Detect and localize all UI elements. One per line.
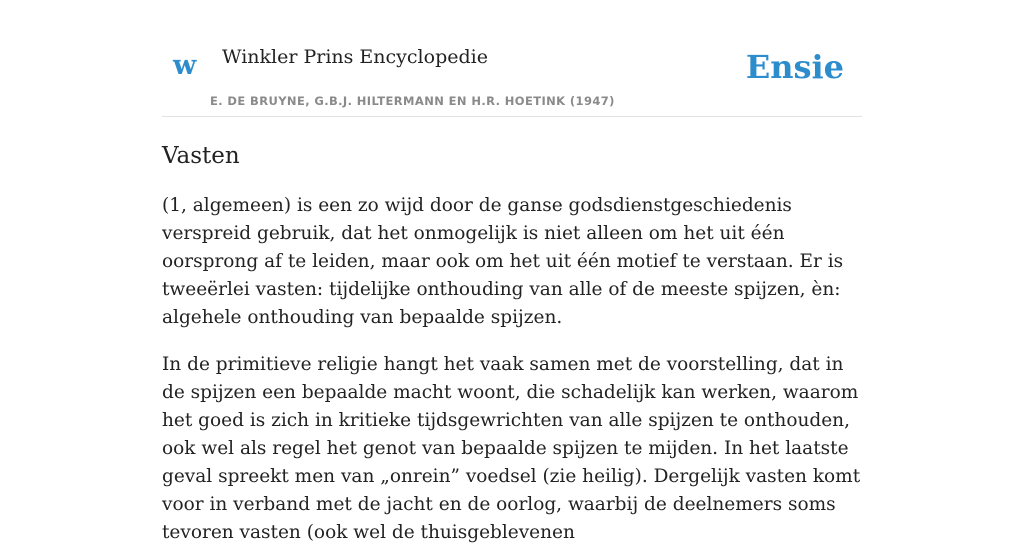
source-title[interactable]: Winkler Prins Encyclopedie: [222, 46, 488, 68]
article-paragraph-1: (1, algemeen) is een zo wijd door de ganse godsdienstgeschiedenis verspreid gebruik, dat het onmogelijk is niet alleen om het uit één oorsprong af te leiden, maar ook om het uit één motief te verstaan. Er is tweeërlei vasten: tijdelijke onthouding van alle of de meeste spijzen, èn: algehele onthouding van bepaalde spijzen.: [162, 194, 844, 328]
source-logo[interactable]: w: [173, 50, 197, 81]
source-header: [162, 0, 862, 117]
brand-logo[interactable]: Ensie: [745, 48, 844, 86]
article-title: Vasten: [162, 143, 240, 169]
page-container: [162, 0, 862, 547]
article-paragraph-2: In de primitieve religie hangt het vaak samen met de voorstelling, dat in de spijzen een bepaalde macht woont, die schadelijk kan werken, waarom het goed is zich in kritieke tijdsgewrichten van alle spijzen te onthouden, ook wel als regel het genot van bepaalde spijzen te mijden. In het laatste geval spreekt men van „onrein” voedsel (zie heilig). Dergelijk vasten komt voor in verband met de jacht en de oorlog, waarbij de deelnemers soms tevoren vasten (ook wel de thuisgeblevenen: [162, 353, 861, 543]
source-authors: E. DE BRUYNE, G.B.J. HILTERMANN EN H.R. HOETINK (1947): [210, 94, 615, 108]
article: [162, 143, 862, 547]
